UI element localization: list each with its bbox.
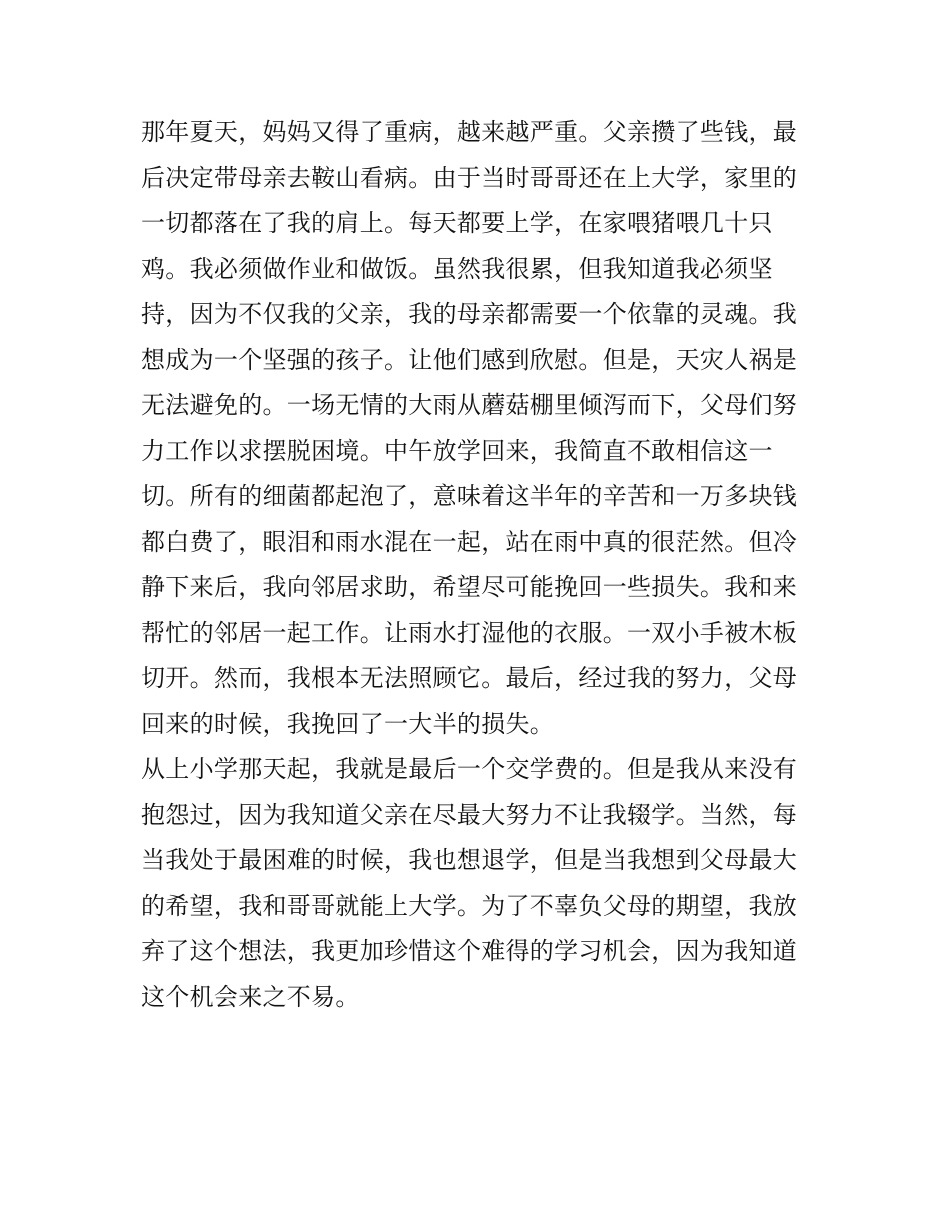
paragraph-1 [141,110,821,747]
text-line: 持，因为不仅我的父亲，我的母亲都需要一个依靠的灵魂。我 [141,300,798,328]
text-line: 回来的时候，我挽回了一大半的损失。 [141,709,555,738]
paragraph-2 [141,747,821,1020]
text-line: 一切都落在了我的肩上。每天都要上学，在家喂猪喂几十只 [141,209,773,237]
document-page [141,110,821,1020]
text-line: 那年夏天，妈妈又得了重病，越来越严重。父亲攒了些钱，最 [141,118,798,146]
text-line: 抱怨过，因为我知道父亲在尽最大努力不让我辍学。当然，每 [141,800,798,829]
text-line: 弃了这个想法，我更加珍惜这个难得的学习机会，因为我知道 [141,937,798,965]
text-line: 都白费了，眼泪和雨水混在一起，站在雨中真的很茫然。但冷 [141,527,798,556]
text-line: 想成为一个坚强的孩子。让他们感到欣慰。但是，天灾人祸是 [141,345,798,374]
text-line: 的希望，我和哥哥就能上大学。为了不辜负父母的期望，我放 [141,891,798,920]
text-line: 从上小学那天起，我就是最后一个交学费的。但是我从来没有 [141,755,798,783]
text-line: 当我处于最困难的时候，我也想退学，但是当我想到父母最大 [141,846,798,874]
text-line: 后决定带母亲去鞍山看病。由于当时哥哥还在上大学，家里的 [141,163,798,192]
text-line: 帮忙的邻居一起工作。让雨水打湿他的衣服。一双小手被木板 [141,618,798,647]
text-line: 切。所有的细菌都起泡了，意味着这半年的辛苦和一万多块钱 [141,482,798,510]
text-line: 切开。然而，我根本无法照顾它。最后，经过我的努力，父母 [141,664,798,692]
text-line: 力工作以求摆脱困境。中午放学回来，我简直不敢相信这一 [141,436,773,465]
text-line: 这个机会来之不易。 [141,982,360,1011]
text-line: 无法避免的。一场无情的大雨从蘑菇棚里倾泻而下，父母们努 [141,391,798,419]
text-line: 静下来后，我向邻居求助，希望尽可能挽回一些损失。我和来 [141,573,798,601]
text-line: 鸡。我必须做作业和做饭。虽然我很累，但我知道我必须坚 [141,254,773,283]
